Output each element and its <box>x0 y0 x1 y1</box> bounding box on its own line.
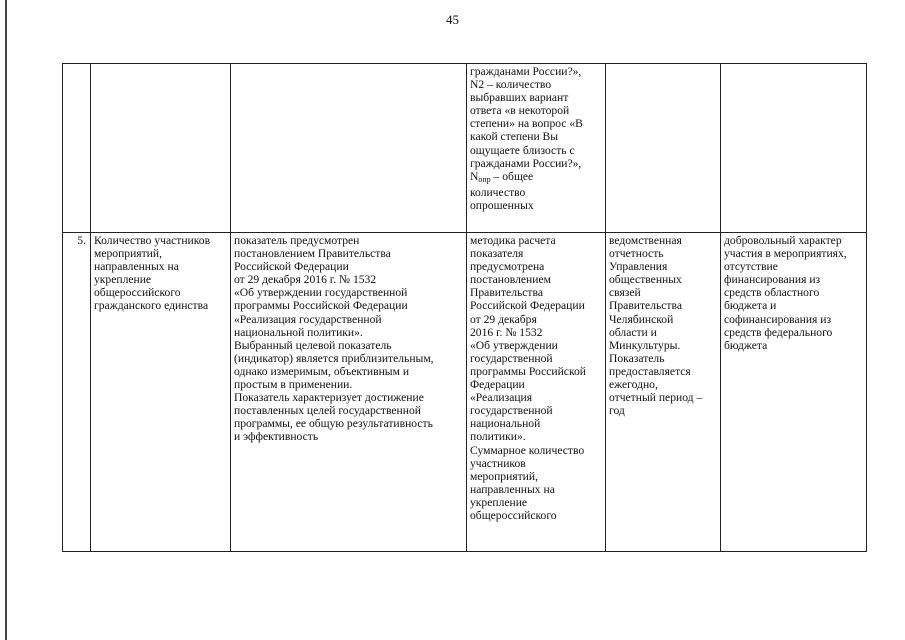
text-line: средств федерального <box>724 325 833 339</box>
text-line: 2016 г. № 1532 <box>470 325 543 339</box>
text-line: «Об утверждении государственной <box>234 286 408 300</box>
row-number-cell: 5. <box>63 233 91 552</box>
text-line: общероссийского <box>94 286 181 300</box>
method-cell <box>467 233 606 552</box>
text-line: N2 – количество <box>470 78 552 92</box>
text-line: показателя <box>470 247 524 261</box>
text-line: финансирования из <box>724 273 821 287</box>
text-line: бюджета <box>724 338 768 352</box>
text-line: отчетность <box>609 247 664 261</box>
text-line: предоставляется <box>609 364 691 378</box>
basis-cell <box>231 233 467 552</box>
text-line: год <box>609 404 625 418</box>
risk-cell <box>721 233 867 552</box>
text-line: гражданского единства <box>94 299 209 313</box>
text-line: какой степени Вы <box>470 130 559 144</box>
text-line: поставленных целей государственной <box>234 404 421 418</box>
text-line: направленных на <box>470 482 555 496</box>
text-line: степени» на вопрос «В <box>470 117 583 131</box>
text-line: показатель предусмотрен <box>234 234 360 247</box>
text-line: Федерации <box>470 378 525 392</box>
text-line: (индикатор) является приблизительным, <box>234 351 434 365</box>
method-cell <box>467 64 606 233</box>
text-line: Суммарное количество <box>470 443 585 457</box>
text-line: государственной <box>470 351 553 365</box>
text-line: укрепление <box>470 495 528 509</box>
text-line: области и <box>609 325 657 339</box>
text-line: мероприятий, <box>94 247 162 261</box>
text-line: софинансирования из <box>724 312 832 326</box>
text-line: политики». <box>470 430 526 444</box>
source-cell <box>606 233 721 552</box>
text-line: Минкультуры. <box>609 338 681 352</box>
variable-subscript: опр <box>478 174 491 184</box>
text-line: ежегодно, <box>609 378 658 392</box>
text-line: Правительства <box>470 286 543 300</box>
text-line: гражданами России?», <box>470 156 582 170</box>
source-cell <box>606 64 721 233</box>
text-line: добровольный характер <box>724 234 842 247</box>
text-line: отчетный период – <box>609 391 703 405</box>
text-line: Российской Федерации <box>470 299 585 313</box>
text-line: гражданами России?», <box>470 65 582 78</box>
indicator-name-cell <box>91 233 231 552</box>
table-row <box>63 233 867 552</box>
text-line: Челябинской <box>609 312 674 326</box>
text-line: Количество участников <box>94 234 211 247</box>
text-line: ощущаете близость с <box>470 143 575 157</box>
variable-description: – общее <box>490 169 534 183</box>
text-line: простым в применении. <box>234 378 353 392</box>
text-line: Российской Федерации <box>234 260 349 274</box>
text-line: выбравших вариант <box>470 91 569 105</box>
text-line: отсутствие <box>724 260 778 274</box>
indicator-table <box>62 63 867 552</box>
text-line: от 29 декабря <box>470 312 537 326</box>
page-left-edge <box>5 0 7 640</box>
text-line: от 29 декабря 2016 г. № 1532 <box>234 273 377 287</box>
text-line: методика расчета <box>470 234 556 247</box>
text-line: общероссийского <box>470 508 557 522</box>
text-line: «Реализация <box>470 391 533 405</box>
text-line: Показатель <box>609 351 665 365</box>
text-line: однако измеримым, объективным и <box>234 364 410 378</box>
text-line: постановлением Правительства <box>234 247 391 261</box>
text-line: количество <box>470 185 526 199</box>
text-line: бюджета и <box>724 299 777 313</box>
text-line: ответа «в некоторой <box>470 104 570 118</box>
text-line: опрошенных <box>470 198 534 212</box>
text-line: средств областного <box>724 286 820 300</box>
text-line: общественных <box>609 273 682 287</box>
page-number: 45 <box>446 12 459 27</box>
text-line: мероприятий, <box>470 469 538 483</box>
risk-cell <box>721 64 867 233</box>
text-line: укрепление <box>94 273 152 287</box>
text-line: программы Российской <box>470 364 586 378</box>
table-row <box>63 64 867 233</box>
variable-n: N <box>470 169 479 183</box>
text-line: направленных на <box>94 260 179 274</box>
text-line: программы Российской Федерации <box>234 299 408 313</box>
text-line: программы, ее общую результативность <box>234 417 433 431</box>
indicator-name-cell <box>91 64 231 233</box>
text-line: «Об утверждении <box>470 338 558 352</box>
text-line: Выбранный целевой показатель <box>234 338 392 352</box>
text-line: связей <box>609 286 641 300</box>
text-line: государственной <box>470 404 553 418</box>
text-line: Правительства <box>609 299 682 313</box>
text-line-with-subscript <box>470 170 603 186</box>
text-line: предусмотрена <box>470 260 545 274</box>
basis-cell <box>231 64 467 233</box>
text-line: национальной политики». <box>234 325 363 339</box>
text-line: «Реализация государственной <box>234 312 382 326</box>
text-line: постановлением <box>470 273 551 287</box>
row-number-cell <box>63 64 91 233</box>
text-line: участников <box>470 456 526 470</box>
text-line: национальной <box>470 417 541 431</box>
text-line: и эффективность <box>234 430 319 444</box>
text-line: Управления <box>609 260 668 274</box>
text-line: ведомственная <box>609 234 682 247</box>
text-line: Показатель характеризует достижение <box>234 391 424 405</box>
text-line: участия в мероприятиях, <box>724 247 847 261</box>
